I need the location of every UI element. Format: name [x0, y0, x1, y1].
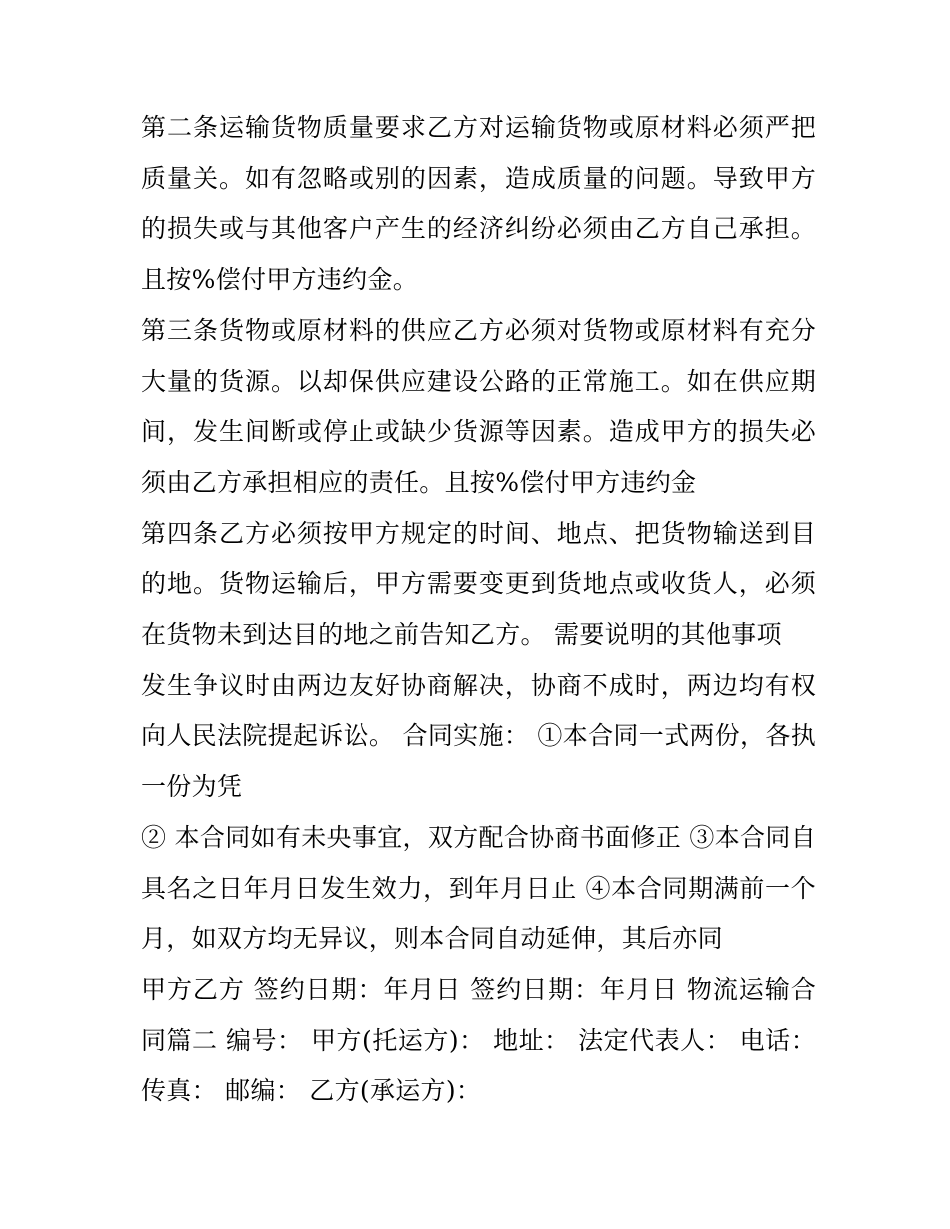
paragraph-contract-terms: ② 本合同如有未央事宜，双方配合协商书面修正 ③本合同自具名之日年月日发生效力，到年月日止 ④本合同期满前一个月，如双方均无异议，则本合同自动延伸，其后亦同	[141, 822, 816, 954]
paragraph-article-3: 第三条货物或原材料的供应乙方必须对货物或原材料有充分大量的货源。以却保供应建设公路的正常施工。如在供应期间，发生间断或停止或缺少货源等因素。造成甲方的损失必须由乙方承担相应的责任。且按%偿付甲方违约金	[141, 315, 816, 497]
paragraph-article-2: 第二条运输货物质量要求乙方对运输货物或原材料必须严把质量关。如有忽略或别的因素，造成质量的问题。导致甲方的损失或与其他客户产生的经济纠纷必须由乙方自己承担。且按%偿付甲方违约金。	[141, 113, 816, 295]
paragraph-signature-and-header: 甲方乙方 签约日期：年月日 签约日期：年月日 物流运输合同篇二 编号： 甲方(托运方)： 地址： 法定代表人： 电话： 传真： 邮编： 乙方(承运方)：	[141, 974, 816, 1106]
paragraph-article-4: 第四条乙方必须按甲方规定的时间、地点、把货物输送到目的地。货物运输后，甲方需要变更到货地点或收货人，必须在货物未到达目的地之前告知乙方。 需要说明的其他事项	[141, 518, 816, 650]
document-body	[141, 103, 816, 1117]
paragraph-dispute-resolution: 发生争议时由两边友好协商解决，协商不成时，两边均有权向人民法院提起诉讼。 合同实施： ①本合同一式两份，各执一份为凭	[141, 670, 816, 802]
